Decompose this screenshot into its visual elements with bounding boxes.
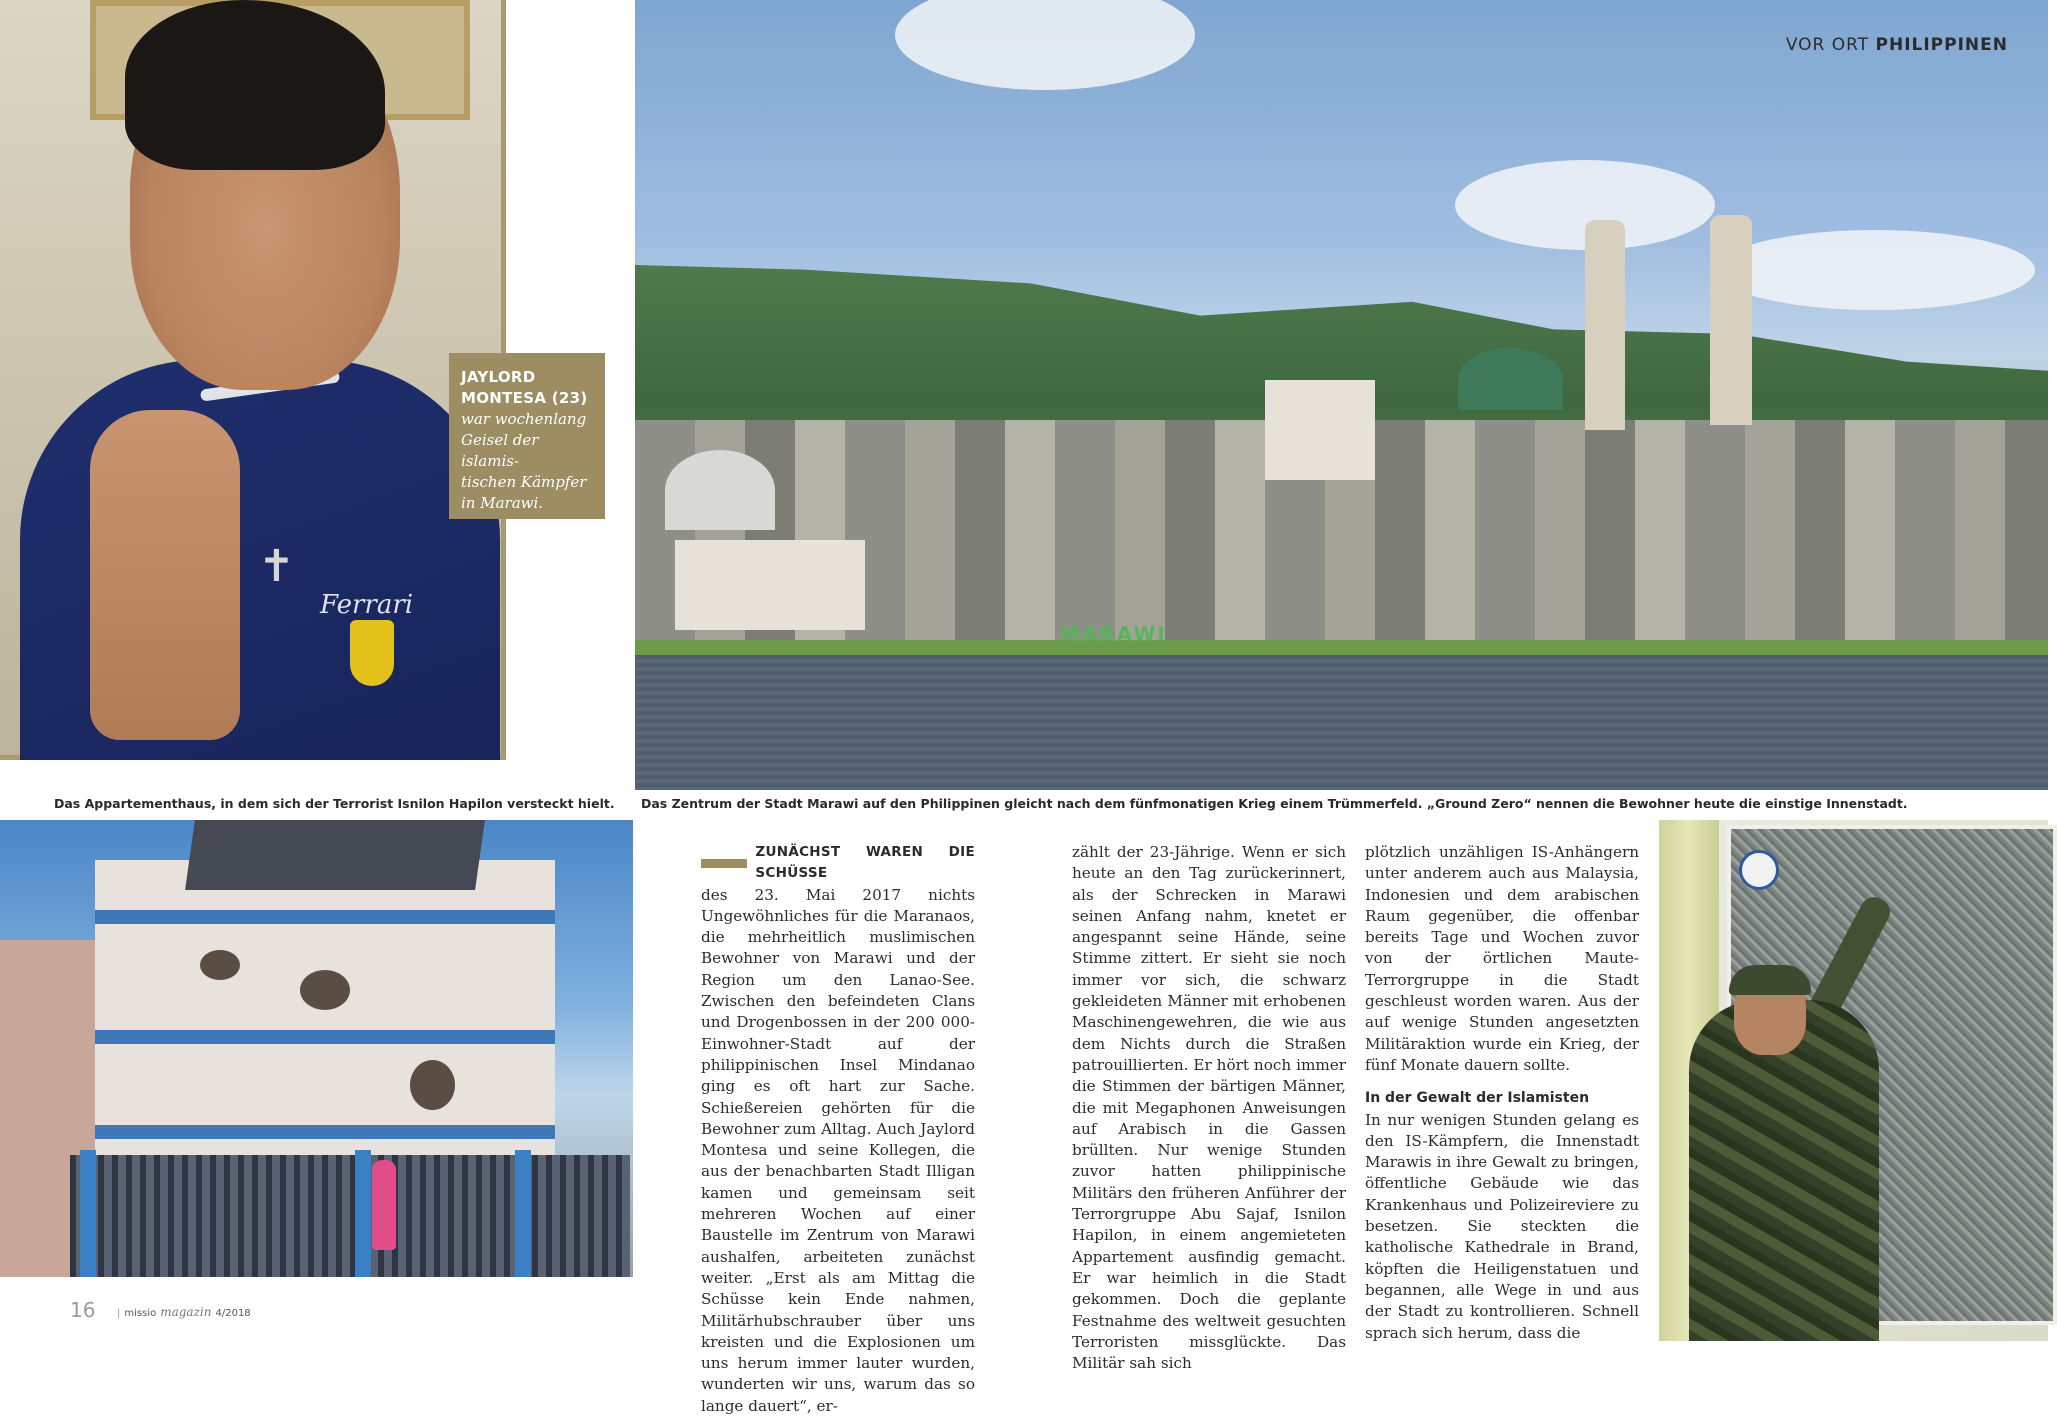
article-text-col3-p1: plötzlich unzähligen IS-Anhängern unter anderem auch aus Malaysia, Indonesien und dem arabischen Raum gegenüber, die offenbar bereits Tage und Wochen zuvor von der örtlichen Maute-Terrorgruppe in die Stadt geschleust worden waren. Aus der auf wenige Stunden angesetzten Militäraktion wurde ein Krieg, der fünf Monate dauern sollte. [1365, 843, 1639, 1074]
green-dome [1458, 348, 1563, 410]
tall-white-building [1265, 380, 1375, 480]
lead-heading [701, 842, 975, 885]
soldier-map-photo [1659, 820, 2048, 1341]
cloud [1715, 230, 2035, 310]
blue-balcony [95, 1030, 555, 1044]
portrait-photo [0, 0, 506, 760]
magazine-brand-script: magazin [160, 1305, 212, 1319]
issue-number: 4/2018 [215, 1308, 251, 1319]
magazine-brand: missio [124, 1308, 157, 1319]
blue-pillar [515, 1150, 531, 1277]
subheading: In der Gewalt der Islamisten [1365, 1090, 1590, 1107]
section-header [1786, 35, 2008, 55]
building-roof [185, 820, 485, 890]
article-column-2 [1072, 842, 1346, 1374]
article-text-col3-p2: In nur wenigen Stunden gelang es den IS-Kämpfern, die Innenstadt Marawis in ihre Gewalt zu bringen, öffentliche Gebäude wie das Krankenhaus und Polizeireviere zu besetzen. Sie steckten die katholische Kathedrale in Brand, köpften die Heiligenstatuen und begannen, alle Wege in und aus der Stadt zu kontrollieren. Schnell sprach sich herum, dass die [1365, 1110, 1639, 1342]
shirt-badge [350, 620, 394, 686]
article-column-1 [701, 842, 975, 1417]
blue-balcony [95, 1125, 555, 1139]
bullet-hole [200, 950, 240, 980]
blue-pillar [355, 1150, 371, 1277]
bullet-hole [300, 970, 350, 1010]
article-column-3 [1365, 842, 1639, 1344]
footer-separator: | [117, 1308, 121, 1319]
lead-caps: ZUNÄCHST WAREN DIE SCHÜSSE [755, 844, 975, 882]
section-prefix: VOR ORT [1785, 35, 1870, 55]
cross-pendant-icon: ✝ [258, 541, 295, 592]
caption-desc-line1: war wochenlang [461, 410, 587, 428]
minaret [1585, 220, 1625, 430]
person-in-pink [372, 1160, 396, 1250]
caption-desc-line2: Geisel der islamis- [461, 431, 539, 470]
white-dome [665, 450, 775, 530]
iron-fence [70, 1155, 630, 1277]
hero-photo-marawi [635, 0, 2048, 790]
shirt-logo-text: Ferrari [320, 590, 414, 620]
seal-icon [1739, 850, 1779, 890]
lake-water [635, 655, 2048, 790]
article-text-col2: zählt der 23-Jährige. Wenn er sich heute an den Tag zurückerinnert, als der Schrecken in Marawi seinen Anfang nahm, knetet er angespannt seine Hände, seine Stimme zittert. Er sieht sie noch immer vor sich, die schwarz gekleideten Männer mit erhobenen Maschinengewehren, die wie aus dem Nichts durch die Straßen patrouillierten. Er hört noch immer die Stimmen der bärtigen Männer, die mit Megaphonen Anweisungen auf Arabisch in die Gassen brüllten. Nur wenige Stunden zuvor hatten philippinische Militärs den früheren Anführer der Terrorgruppe Abu Sajaf, Isnilon Hapilon, in einem angemieteten Appartement ausfindig gemacht. Er war heimlich in die Stadt gekommen. Doch die geplante Festnahme des weltweit gesuchten Terroristen missglückte. Das Militär sah sich [1072, 843, 1346, 1373]
bullet-hole [410, 1060, 455, 1110]
soldier-cap [1729, 965, 1811, 995]
blue-pillar [80, 1150, 96, 1277]
folded-hands [90, 410, 240, 740]
apartment-building-photo [0, 820, 633, 1277]
footer-meta [117, 1305, 251, 1319]
portrait-caption-box [449, 353, 605, 519]
article-text-col1: des 23. Mai 2017 nichts Ungewöhnliches für die Maranaos, die mehrheitlich muslimischen Bewohner von Marawi und der Region um den Lanao-See. Zwischen den befeindeten Clans und Drogenbossen in der 200 000-Einwohner-Stadt auf der philippinischen Insel Mindanao ging es oft hart zur Sache. Schießereien gehörten für die Bewohner zum Alltag. Auch Jaylord Montesa und seine Kollegen, die aus der benachbarten Stadt Illigan kamen und gemeinsam seit mehreren Wochen auf einer Baustelle im Zentrum von Marawi aushalfen, arbeiteten zunächst weiter. „Erst als am Mittag die Schüsse kein Ende nahmen, Militärhubschrauber über uns kreisten und die Explosionen um uns herum immer lauter wurden, wunderten wir uns, warum das so lange dauert“, er- [701, 885, 975, 1415]
marawi-sign: MARAWI [1060, 622, 1167, 646]
caption-name-line1: JAYLORD [461, 368, 536, 386]
building-caption: Das Appartementhaus, in dem sich der Terrorist Isnilon Hapilon versteckt hielt. [54, 796, 615, 811]
minaret [1710, 215, 1752, 425]
white-building [675, 540, 865, 630]
caption-desc-line3: tischen Kämpfer [461, 473, 587, 491]
accent-bar [701, 859, 747, 868]
caption-desc-line4: in Marawi. [461, 494, 544, 512]
hero-caption: Das Zentrum der Stadt Marawi auf den Philippinen gleicht nach dem fünfmonatigen Krieg einem Trümmerfeld. „Ground Zero“ nennen die Bewohner heute die einstige Innenstadt. [641, 796, 1908, 811]
section-name: PHILIPPINEN [1875, 35, 2008, 55]
blue-balcony [95, 910, 555, 924]
cloud [895, 0, 1195, 90]
caption-name-line2: MONTESA (23) [461, 389, 588, 407]
page-number: 16 [70, 1298, 96, 1322]
